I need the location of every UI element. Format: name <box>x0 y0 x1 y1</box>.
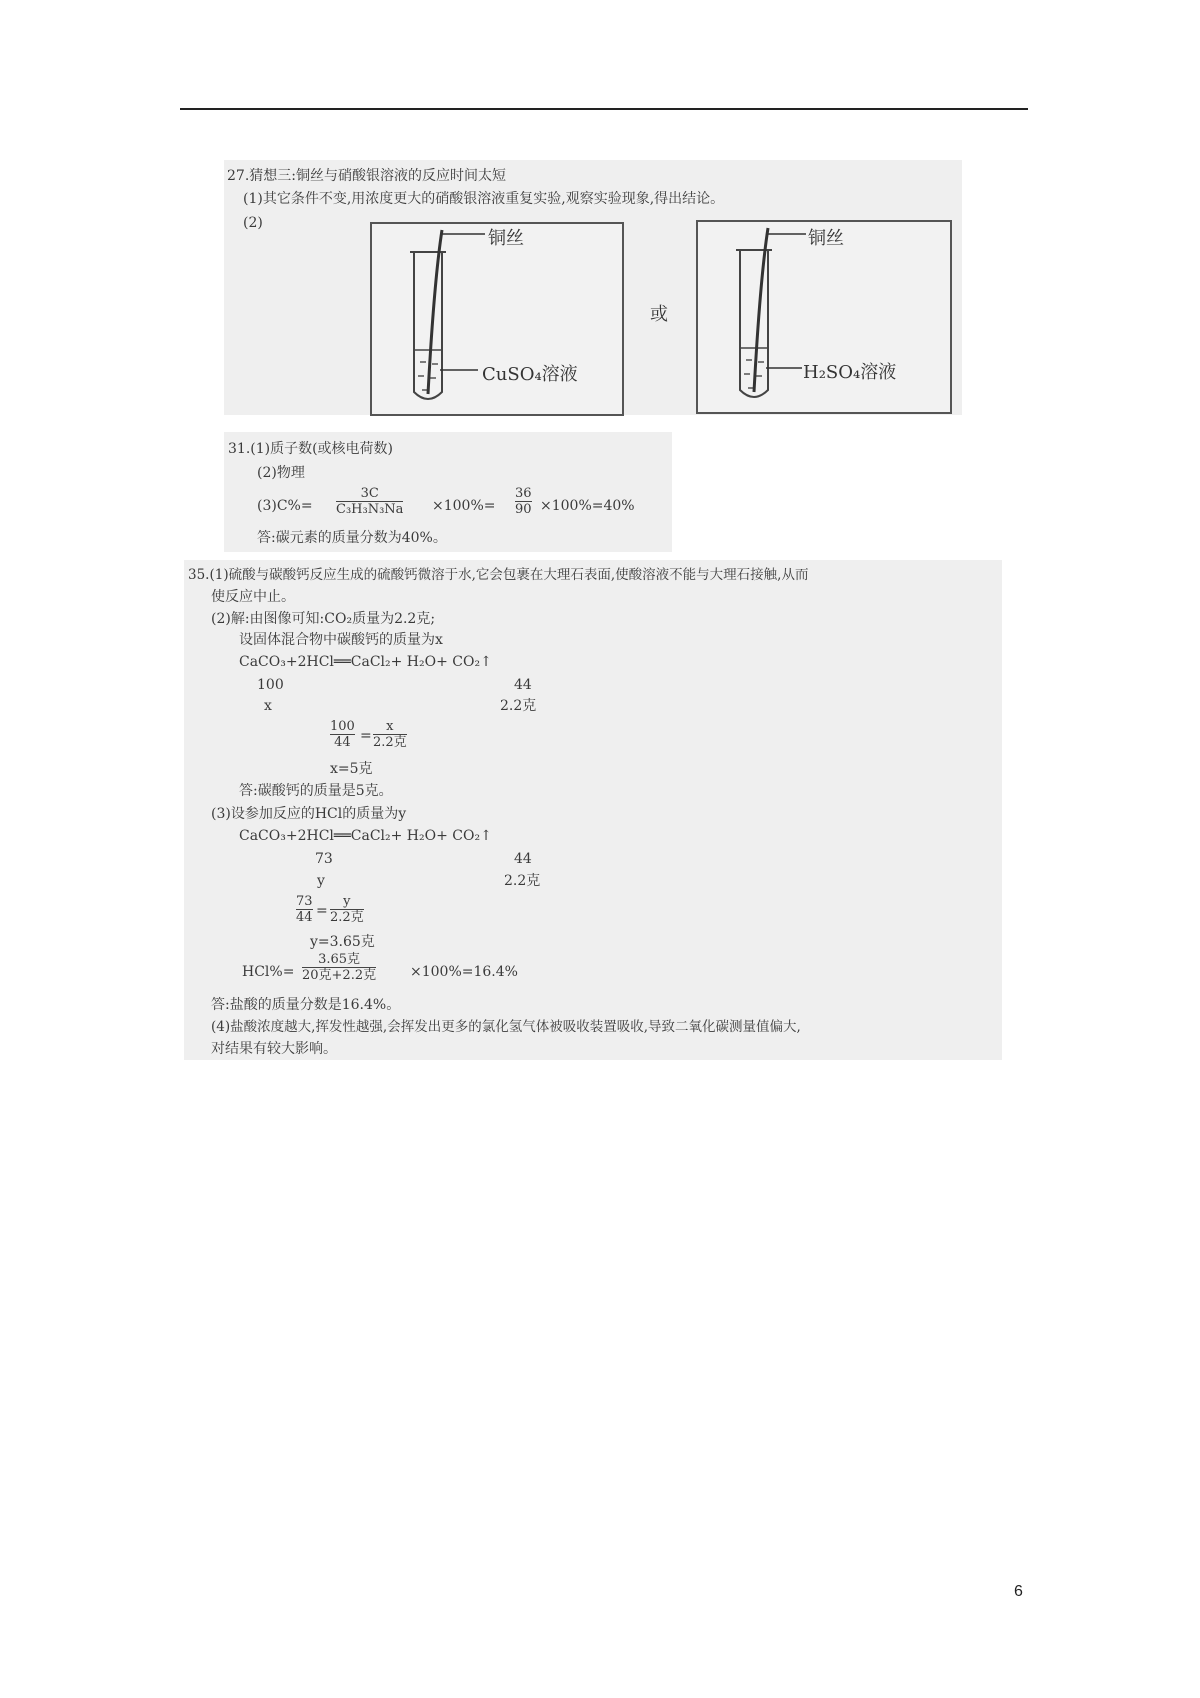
q35-eq1-mass1: 100 <box>257 677 284 693</box>
q27-part1: (1)其它条件不变,用浓度更大的硝酸银溶液重复实验,观察实验现象,得出结论。 <box>243 191 725 207</box>
q35-ratio-2-right <box>330 894 364 925</box>
q35-ratio-1-left <box>330 719 355 750</box>
q35-eq2-mass2: 44 <box>514 851 532 867</box>
q35-ratio-2-left <box>296 894 313 925</box>
q35-part1-line1: 35.(1)硫酸与碳酸钙反应生成的硫酸钙微溶于水,它会包裹在大理石表面,使酸溶液不能与大理石接触,从而 <box>188 567 809 583</box>
header-rule <box>180 108 1028 110</box>
q35-r2-num: 73 <box>296 894 313 909</box>
q35-x-result: x=5克 <box>330 761 373 777</box>
q27-part2: (2) <box>243 215 263 231</box>
q31-answer: 答:碳元素的质量分数为40%。 <box>257 530 447 546</box>
q35-part3: (3)设参加反应的HCl的质量为y <box>211 806 407 822</box>
right-solution-label: H₂SO₄溶液 <box>803 362 897 383</box>
q35-answer-3: 答:盐酸的质量分数是16.4%。 <box>211 997 401 1013</box>
q35-answer-2: 答:碳酸钙的质量是5克。 <box>239 783 393 799</box>
q31-part3-rhs: ×100%=40% <box>540 498 635 514</box>
q31-part1: 31.(1)质子数(或核电荷数) <box>228 441 394 457</box>
left-test-tube-diagram <box>370 222 624 416</box>
q35-part4-line2: 对结果有较大影响。 <box>211 1041 337 1057</box>
q35-y-result: y=3.65克 <box>310 934 375 950</box>
right-copper-wire <box>754 228 768 392</box>
q35-hcl-lhs: HCl%= <box>242 964 295 980</box>
page-number: 6 <box>1014 1583 1023 1600</box>
left-copper-wire <box>428 230 442 394</box>
q35-part1-line2: 使反应中止。 <box>211 589 295 605</box>
q31-frac1-den: C₃H₃N₃Na <box>336 502 404 517</box>
q31-part3-mid: ×100%= <box>432 498 496 514</box>
q31-frac2-den: 90 <box>515 502 532 517</box>
left-solution-label: CuSO₄溶液 <box>482 364 578 385</box>
q35-equation-1: CaCO₃+2HCl══CaCl₂+ H₂O+ CO₂↑ <box>239 654 492 670</box>
q31-part3-lhs: (3)C%= <box>257 498 313 514</box>
q35-hcl-num: 3.65克 <box>318 952 361 967</box>
q31-fraction-1 <box>336 486 403 517</box>
q35-eq2-mass1: 73 <box>315 851 333 867</box>
q35-hcl-den: 20克+2.2克 <box>302 968 377 983</box>
q35-ratio-1-eq: = <box>360 728 372 744</box>
q31-part2: (2)物理 <box>257 465 305 481</box>
q35-eq2-value: 2.2克 <box>504 873 541 889</box>
q31-frac1-num: 3C <box>360 486 379 501</box>
q35-ratio-1-right <box>373 719 407 750</box>
q35-r1-num: 100 <box>330 719 355 734</box>
q35-hcl-rhs: ×100%=16.4% <box>410 964 518 980</box>
q35-r2-den: 44 <box>296 910 313 925</box>
q27-title: 27.猜想三:铜丝与硝酸银溶液的反应时间太短 <box>227 168 506 184</box>
q35-eq1-x: x <box>264 698 272 714</box>
q35-equation-2: CaCO₃+2HCl══CaCl₂+ H₂O+ CO₂↑ <box>239 828 492 844</box>
q35-hcl-fraction <box>302 952 376 983</box>
q35-eq1-value: 2.2克 <box>500 698 537 714</box>
q35-part4-line1: (4)盐酸浓度越大,挥发性越强,会挥发出更多的氯化氢气体被吸收装置吸收,导致二氧化碳测量值偏大, <box>211 1019 801 1035</box>
q31-fraction-2 <box>515 486 532 517</box>
q35-part2: (2)解:由图像可知:CO₂质量为2.2克; <box>211 611 436 627</box>
q35-eq2-y: y <box>317 873 325 889</box>
right-wire-label: 铜丝 <box>808 228 844 249</box>
q35-r1-num2: x <box>386 719 394 734</box>
or-label: 或 <box>650 304 668 325</box>
q35-r2-den2: 2.2克 <box>330 910 364 925</box>
q35-r1-den: 44 <box>334 735 351 750</box>
q31-frac2-num: 36 <box>515 486 532 501</box>
q35-eq1-mass2: 44 <box>514 677 532 693</box>
q35-part2-set: 设固体混合物中碳酸钙的质量为x <box>239 632 443 648</box>
q35-ratio-2-eq: = <box>316 903 328 919</box>
left-wire-label: 铜丝 <box>488 228 524 249</box>
q35-r2-num2: y <box>343 894 351 909</box>
q35-r1-den2: 2.2克 <box>373 735 407 750</box>
